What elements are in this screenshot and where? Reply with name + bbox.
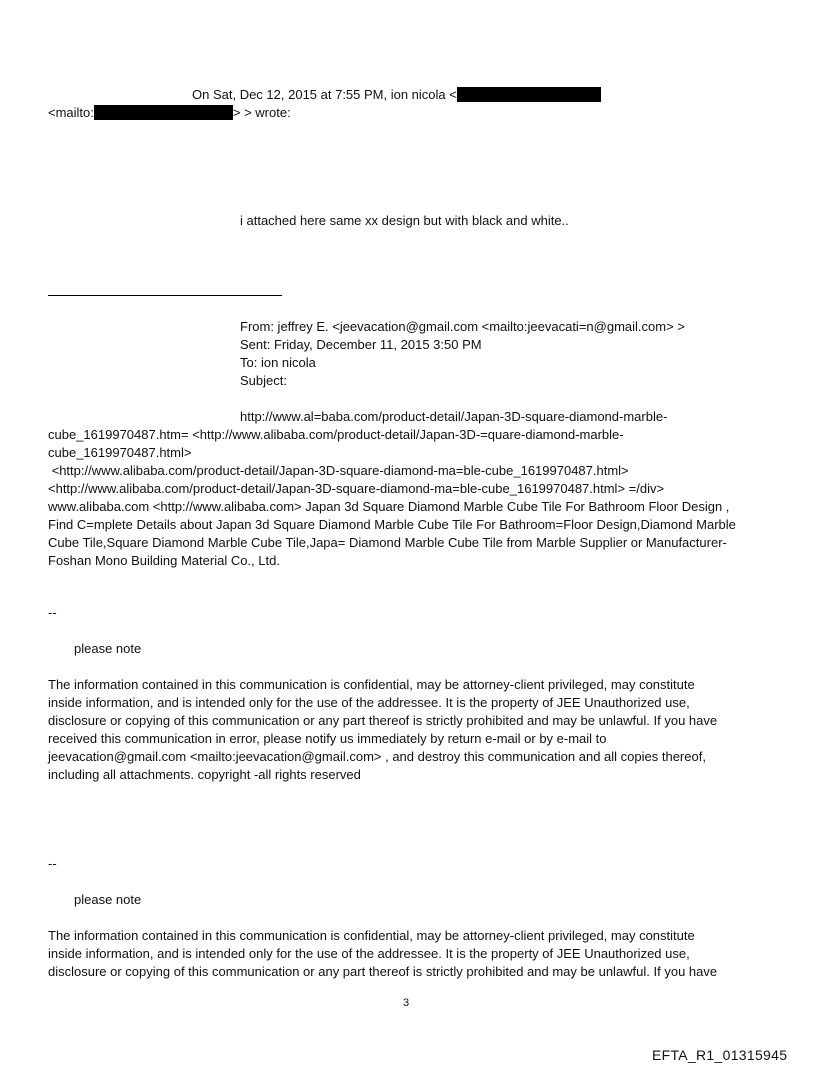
- mailto-prefix: <mailto:: [48, 105, 94, 120]
- link-line: <http://www.alibaba.com/product-detail/Japan-3D-square-diamond-ma=ble-cube_1619970487.html> =/div>: [48, 481, 665, 496]
- signature-separator: --: [48, 605, 57, 620]
- redaction-block: [94, 105, 233, 120]
- link-line: Foshan Mono Building Material Co., Ltd.: [48, 553, 280, 568]
- redaction-block: [457, 87, 601, 102]
- link-line: Cube Tile,Square Diamond Marble Cube Tile,Japa= Diamond Marble Cube Tile from Marble Supplier or Manufacturer-: [48, 535, 727, 550]
- notice-line: disclosure or copying of this communication or any part thereof is strictly prohibited and may be unlawful. If you have: [48, 964, 718, 979]
- notice-line: including all attachments. copyright -all rights reserved: [48, 767, 361, 782]
- notice-line: The information contained in this communication is confidential, may be attorney-client privileged, may constitute: [48, 677, 695, 692]
- mailto-suffix: > > wrote:: [232, 105, 291, 120]
- notice-heading: please note: [74, 892, 142, 907]
- link-block: [48, 426, 778, 570]
- reply-body: i attached here same xx design but with black and white..: [240, 213, 569, 228]
- forward-sent: Sent: Friday, December 11, 2015 3:50 PM: [240, 337, 482, 352]
- notice-line: inside information, and is intended only for the use of the addressee. It is the property of JEE Unauthorized use,: [48, 695, 690, 710]
- quote-header-line: [192, 86, 601, 104]
- notice-line: inside information, and is intended only for the use of the addressee. It is the property of JEE Unauthorized use,: [48, 946, 690, 961]
- link-line: <http://www.alibaba.com/product-detail/Japan-3D-square-diamond-ma=ble-cube_1619970487.html>: [48, 463, 629, 478]
- notice-line: disclosure or copying of this communication or any part thereof is strictly prohibited and may be unlawful. If you have: [48, 713, 718, 728]
- notice-line: received this communication in error, please notify us immediately by return e-mail or by e-mail to: [48, 731, 607, 746]
- notice-line: jeevacation@gmail.com <mailto:jeevacation@gmail.com> , and destroy this communication and all copies thereof,: [48, 749, 706, 764]
- forward-from: From: jeffrey E. <jeevacation@gmail.com <mailto:jeevacati=n@gmail.com> >: [240, 319, 685, 334]
- confidentiality-notice: [48, 676, 778, 784]
- signature-separator: --: [48, 856, 57, 871]
- link-line: http://www.al=baba.com/product-detail/Japan-3D-square-diamond-marble-: [240, 409, 668, 424]
- confidentiality-notice: [48, 927, 778, 981]
- document-id: EFTA_R1_01315945: [652, 1047, 788, 1063]
- page-number: 3: [403, 997, 410, 1009]
- forward-subject: Subject:: [240, 373, 287, 388]
- notice-line: The information contained in this communication is confidential, may be attorney-client privileged, may constitute: [48, 928, 695, 943]
- link-line: www.alibaba.com <http://www.alibaba.com> Japan 3d Square Diamond Marble Cube Tile For Bathroom Floor Design ,: [48, 499, 730, 514]
- link-line: Find C=mplete Details about Japan 3d Square Diamond Marble Cube Tile For Bathroom=Floor Design,Diamond Marble: [48, 517, 736, 532]
- mailto-line: [48, 104, 291, 122]
- quote-header-text: On Sat, Dec 12, 2015 at 7:55 PM, ion nicola <: [192, 87, 457, 102]
- link-line: cube_1619970487.html>: [48, 445, 192, 460]
- forward-to: To: ion nicola: [240, 355, 316, 370]
- divider-line: [48, 295, 282, 296]
- notice-heading: please note: [74, 641, 142, 656]
- link-line: cube_1619970487.htm= <http://www.alibaba.com/product-detail/Japan-3D-=quare-diamond-marble-: [48, 427, 624, 442]
